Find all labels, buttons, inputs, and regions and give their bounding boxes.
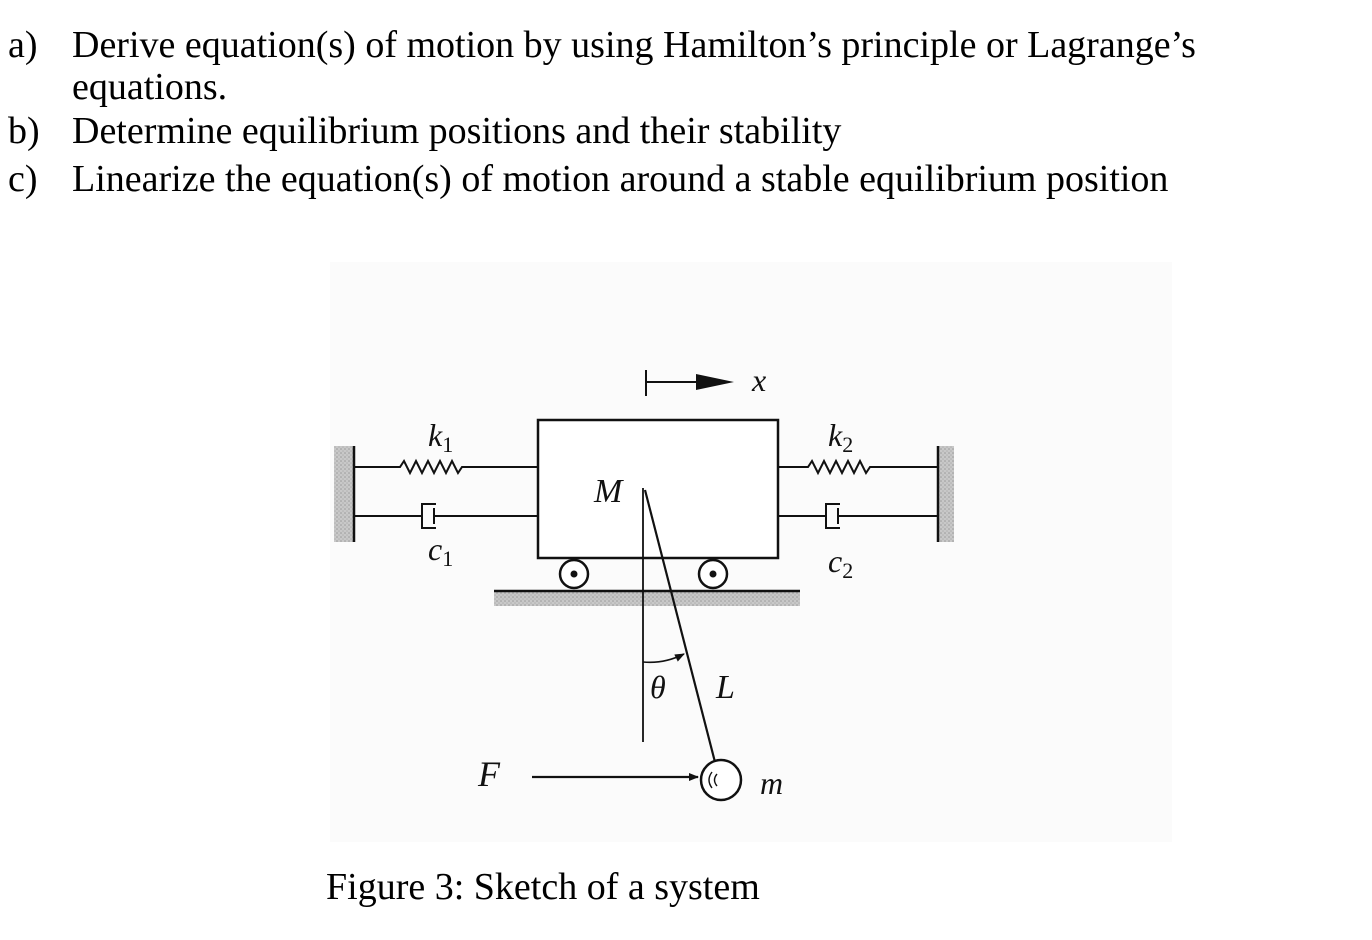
wheel-left <box>560 560 588 588</box>
length-L-label: L <box>716 669 735 706</box>
question-line: equations. <box>72 66 228 108</box>
theta-label: θ <box>650 669 666 705</box>
question-text: Determine equilibrium positions and their stability <box>72 110 842 152</box>
c2-label: c2 <box>828 543 854 583</box>
question-text: Linearize the equation(s) of motion around a stable equilibrium position <box>72 158 1169 200</box>
question-letter: a) <box>8 24 38 66</box>
pendulum-bob <box>701 760 741 800</box>
k1-label: k1 <box>428 417 454 457</box>
left-wall <box>334 446 354 542</box>
mass-m-label: m <box>760 765 784 801</box>
k2-label: k2 <box>828 417 854 457</box>
c1-label: c1 <box>428 531 454 571</box>
question-line: Derive equation(s) of motion by using Hamilton’s principle or Lagrange’s <box>72 24 1196 66</box>
question-letter: c) <box>8 158 38 200</box>
question-letter: b) <box>8 110 40 152</box>
ground <box>494 591 800 606</box>
figure-caption: Figure 3: Sketch of a system <box>326 866 760 908</box>
wheel-right <box>699 560 727 588</box>
x-label: x <box>752 362 767 398</box>
right-wall <box>938 446 954 542</box>
mass-M-label: M <box>594 473 623 510</box>
force-F-label: F <box>478 754 500 794</box>
